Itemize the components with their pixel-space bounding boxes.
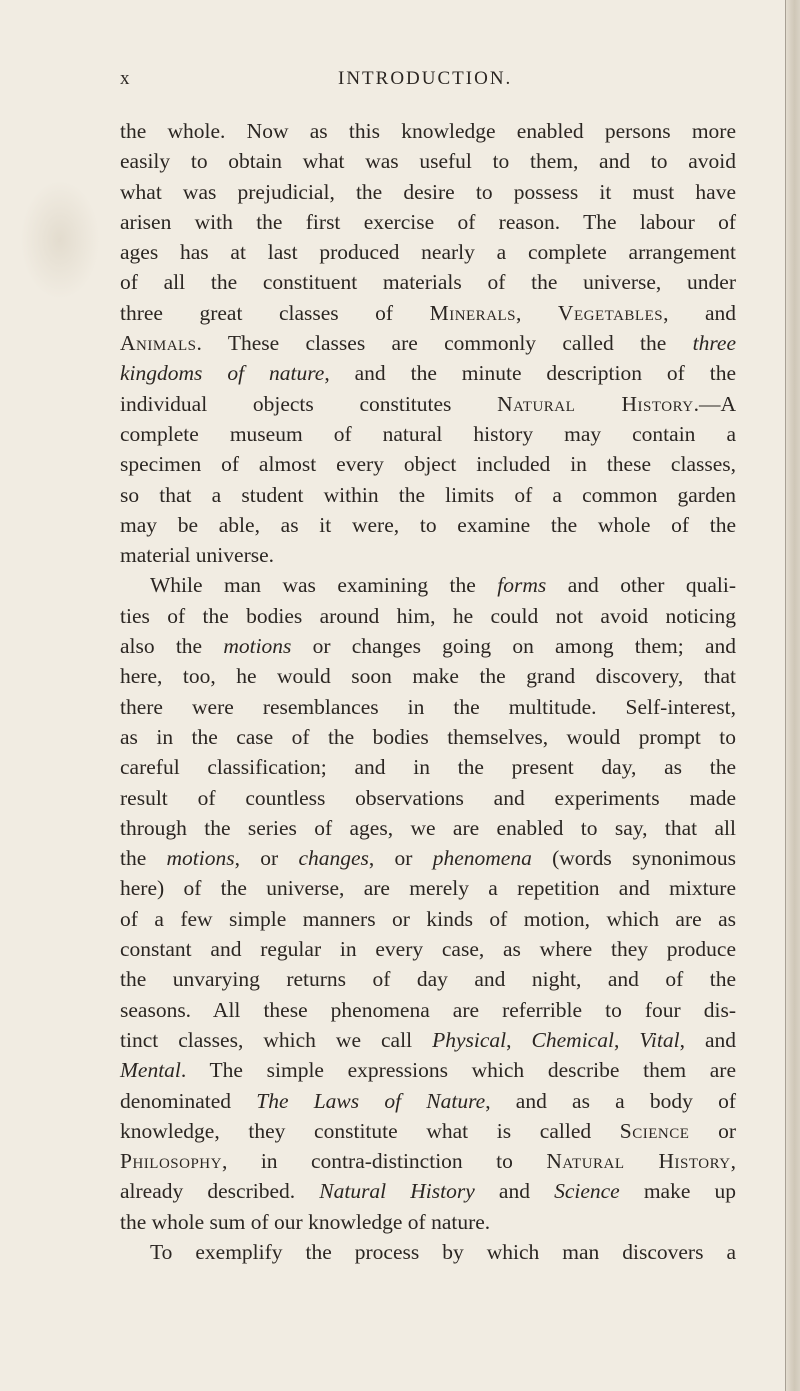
text-segment: , — [506, 1027, 532, 1052]
text-line — [120, 783, 736, 813]
page-number: x — [120, 68, 131, 89]
text-line — [120, 661, 736, 691]
text-segment: , — [516, 300, 558, 325]
text-segment: Vegetables — [557, 300, 664, 325]
text-line — [120, 964, 736, 994]
body-text — [120, 116, 736, 1267]
text-segment: motions — [223, 634, 292, 659]
text-segment: constant and regular in every case, as where they produce — [120, 937, 736, 962]
text-segment: , and — [663, 300, 737, 325]
text-line — [120, 146, 736, 176]
text-line — [120, 570, 736, 600]
text-segment: easily to obtain what was useful to them, and to avoid — [120, 149, 736, 174]
text-segment: three great classes of — [120, 300, 430, 325]
text-segment: , — [730, 1149, 736, 1174]
text-segment: While man was examining the — [150, 573, 498, 598]
text-segment: , or — [368, 846, 433, 871]
text-segment: material universe. — [120, 543, 275, 568]
text-line — [120, 995, 736, 1025]
text-line — [120, 813, 736, 843]
text-segment: individual objects constitutes — [120, 391, 498, 416]
text-segment: the whole sum of our knowledge of nature. — [120, 1209, 491, 1234]
text-segment: Mental — [120, 1058, 181, 1083]
text-line — [120, 631, 736, 661]
text-line — [120, 419, 736, 449]
text-line — [120, 1086, 736, 1116]
text-segment: Animals — [120, 331, 197, 356]
text-segment: three — [692, 331, 736, 356]
text-segment: as in the case of the bodies themselves, would prompt to — [120, 724, 736, 749]
text-segment: forms — [497, 573, 547, 598]
text-segment: Natural History — [546, 1149, 731, 1174]
text-line — [120, 298, 736, 328]
text-line — [120, 540, 736, 570]
text-segment: phenomena — [432, 846, 532, 871]
text-segment: the unvarying returns of day and night, and of the — [120, 967, 736, 992]
text-segment: the — [120, 846, 167, 871]
text-segment: of all the constituent materials of the universe, under — [120, 270, 736, 295]
text-segment: The Laws of Nature — [256, 1088, 486, 1113]
text-line — [120, 207, 736, 237]
text-segment: Science — [619, 1118, 690, 1143]
running-head — [120, 68, 736, 98]
text-segment: ties of the bodies around him, he could not avoid noticing — [120, 603, 736, 628]
text-segment: here) of the universe, are merely a repetition and mixture — [120, 876, 736, 901]
text-line — [120, 1116, 736, 1146]
text-segment: . The simple expressions which describe them are — [180, 1058, 736, 1083]
text-segment: Vital — [639, 1027, 680, 1052]
text-line — [120, 934, 736, 964]
text-segment: of a few simple manners or kinds of motion, which are as — [120, 906, 736, 931]
text-line — [120, 480, 736, 510]
text-segment: make up — [619, 1179, 737, 1204]
text-segment: , and as a body of — [485, 1088, 736, 1113]
text-segment: (words synonimous — [531, 846, 736, 871]
text-line — [120, 904, 736, 934]
text-segment: To exemplify the process by which man discovers a — [150, 1239, 736, 1264]
text-segment: there were resemblances in the multitude. Self-interest, — [120, 694, 736, 719]
text-line — [120, 843, 736, 873]
text-segment: Science — [554, 1179, 620, 1204]
text-segment: Physical — [432, 1027, 507, 1052]
text-line — [120, 1237, 736, 1267]
text-line — [120, 449, 736, 479]
text-line — [120, 692, 736, 722]
text-line — [120, 1176, 736, 1206]
page-edge — [785, 0, 800, 1391]
text-segment: , and the minute description of the — [324, 361, 736, 386]
paper-stain — [20, 180, 100, 300]
text-segment: here, too, he would soon make the grand discovery, that — [120, 664, 736, 689]
text-line — [120, 1055, 736, 1085]
text-line — [120, 873, 736, 903]
text-segment: kingdoms of nature — [120, 361, 325, 386]
text-segment: specimen of almost every object included in these classes, — [120, 452, 736, 477]
text-segment: arisen with the first exercise of reason. The labour of — [120, 209, 736, 234]
text-segment: so that a student within the limits of a common garden — [120, 482, 736, 507]
text-segment: Natural History — [319, 1179, 475, 1204]
text-segment: , in contra-distinction to — [221, 1149, 547, 1174]
text-segment: seasons. All these phenomena are referrible to four dis- — [120, 997, 736, 1022]
text-segment: changes — [298, 846, 369, 871]
text-line — [120, 752, 736, 782]
text-segment: Chemical — [531, 1027, 614, 1052]
text-segment: Natural History — [497, 391, 694, 416]
text-segment: may be able, as it were, to examine the whole of the — [120, 512, 736, 537]
text-segment: Minerals — [429, 300, 517, 325]
text-segment: tinct classes, which we call — [120, 1027, 433, 1052]
text-segment: . These classes are commonly called the — [196, 331, 693, 356]
text-segment: careful classification; and in the present day, as the — [120, 755, 736, 780]
text-line — [120, 177, 736, 207]
text-line — [120, 1146, 736, 1176]
text-line — [120, 389, 736, 419]
text-segment: Philosophy — [120, 1149, 222, 1174]
text-segment: and other quali- — [546, 573, 736, 598]
running-title: INTRODUCTION. — [338, 68, 513, 89]
text-segment: ages has at last produced nearly a complete arrangement — [120, 240, 736, 265]
text-segment: and — [474, 1179, 555, 1204]
text-segment: also the — [120, 634, 224, 659]
text-segment: already described. — [120, 1179, 320, 1204]
text-segment: motions — [166, 846, 235, 871]
text-line — [120, 1207, 736, 1237]
text-segment: .—A — [693, 391, 736, 416]
text-line — [120, 358, 736, 388]
text-line — [120, 510, 736, 540]
text-segment: denominated — [120, 1088, 257, 1113]
text-segment: or changes going on among them; and — [291, 634, 736, 659]
text-segment: result of countless observations and experiments made — [120, 785, 736, 810]
text-line — [120, 267, 736, 297]
text-segment: what was prejudicial, the desire to possess it must have — [120, 179, 736, 204]
text-segment: or — [689, 1118, 736, 1143]
text-line — [120, 116, 736, 146]
text-segment: complete museum of natural history may contain a — [120, 421, 736, 446]
text-line — [120, 237, 736, 267]
text-segment: , — [613, 1027, 640, 1052]
text-line — [120, 1025, 736, 1055]
text-line — [120, 328, 736, 358]
text-segment: through the series of ages, we are enabled to say, that all — [120, 815, 736, 840]
text-segment: , and — [679, 1027, 737, 1052]
text-segment: , or — [234, 846, 299, 871]
text-line — [120, 722, 736, 752]
text-line — [120, 601, 736, 631]
text-segment: knowledge, they constitute what is called — [120, 1118, 620, 1143]
text-segment: the whole. Now as this knowledge enabled persons more — [120, 119, 736, 143]
